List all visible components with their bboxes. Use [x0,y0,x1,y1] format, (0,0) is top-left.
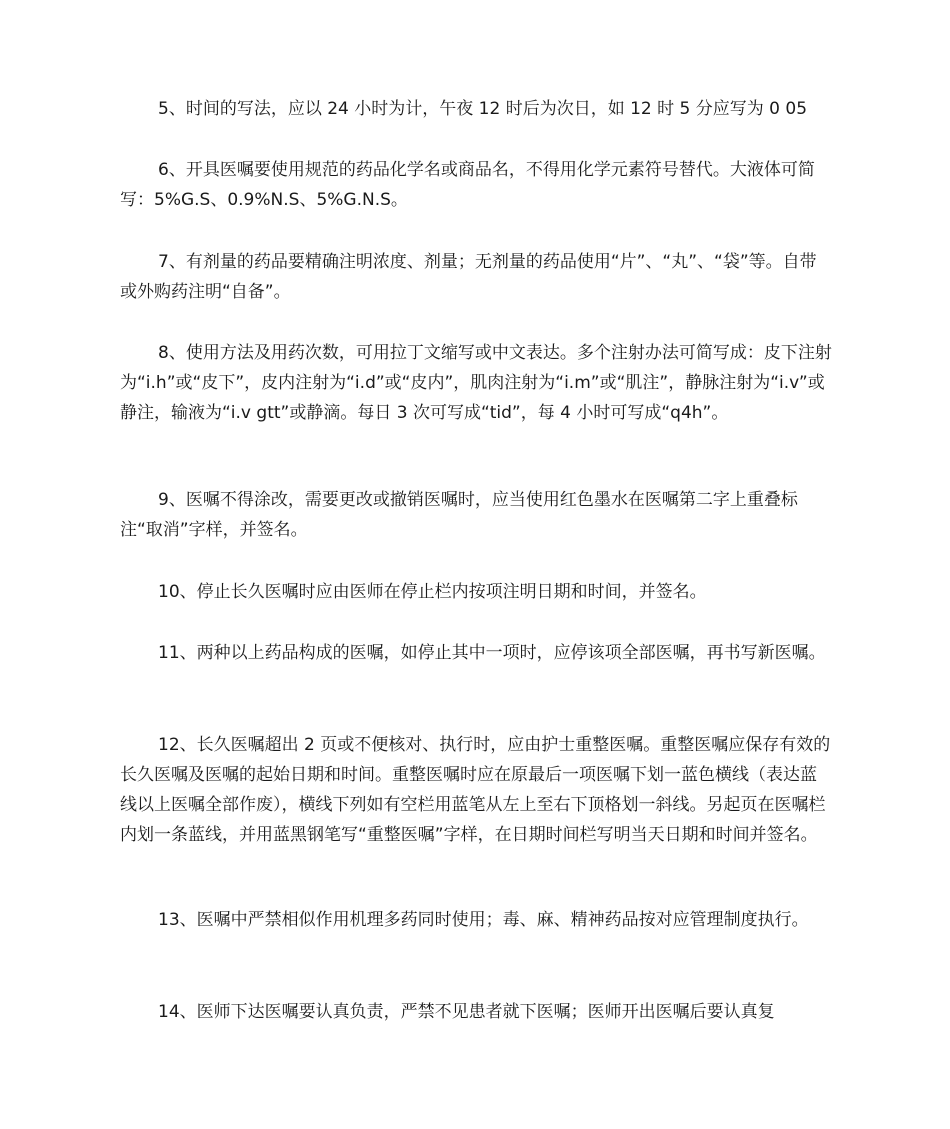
paragraph-item-9: 9、医嘱不得涂改，需要更改或撤销医嘱时，应当使用红色墨水在医嘱第二字上重叠标注“取消”字样，并签名。 [120,490,798,540]
paragraph-item-6: 6、开具医嘱要使用规范的药品化学名或商品名，不得用化学元素符号替代。大液体可简写：5%G.S、0.9%N.S、5%G.N.S。 [120,160,815,210]
paragraph-item-14: 14、医师下达医嘱要认真负责，严禁不见患者就下医嘱；医师开出医嘱后要认真复 [158,1002,775,1022]
paragraph-item-10: 10、停止长久医嘱时应由医师在停止栏内按项注明日期和时间，并签名。 [158,582,707,602]
paragraph-item-11: 11、两种以上药品构成的医嘱，如停止其中一项时，应停该项全部医嘱，再书写新医嘱。 [158,643,826,663]
paragraph-item-8: 8、使用方法及用药次数，可用拉丁文缩写或中文表达。多个注射办法可简写成：皮下注射为“i.h”或“皮下”，皮内注射为“i.d”或“皮内”，肌肉注射为“i.m”或“肌注”，静脉注射为“i.v”或静注，输液为“i.v gtt”或静滴。每日 3 次可写成“tid”，每 4 小时可写成“q4h”。 [120,343,832,423]
paragraph-item-12: 12、长久医嘱超出 2 页或不便核对、执行时，应由护士重整医嘱。重整医嘱应保存有效的长久医嘱及医嘱的起始日期和时间。重整医嘱时应在原最后一项医嘱下划一蓝色横线（表达蓝线以上医嘱全部作废），横线下列如有空栏用蓝笔从左上至右下顶格划一斜线。另起页在医嘱栏内划一条蓝线，并用蓝黑钢笔写“重整医嘱”字样，在日期时间栏写明当天日期和时间并签名。 [120,735,831,845]
paragraph-item-5: 5、时间的写法，应以 24 小时为计，午夜 12 时后为次日，如 12 时 5 分应写为 0 05 [158,99,808,119]
paragraph-item-7: 7、有剂量的药品要精确注明浓度、剂量；无剂量的药品使用“片”、“丸”、“袋”等。自带或外购药注明“自备”。 [120,252,817,302]
paragraph-item-13: 13、医嘱中严禁相似作用机理多药同时使用；毒、麻、精神药品按对应管理制度执行。 [158,910,809,930]
